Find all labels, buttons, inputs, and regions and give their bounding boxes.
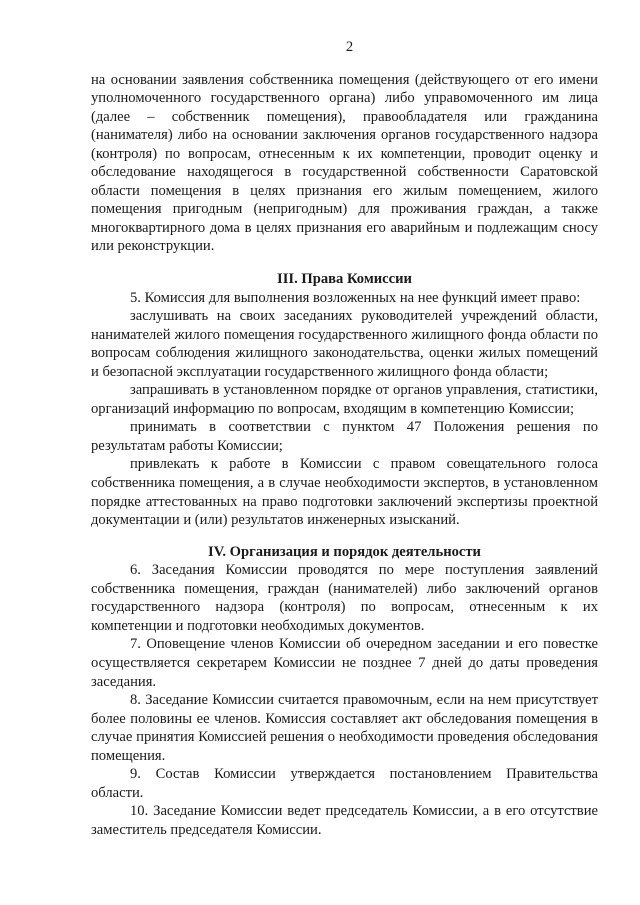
section-3-paragraph: заслушивать на своих заседаниях руководителей учреждений области, нанимателей жилого помещения государственного жилищного фонда области по вопросам соблюдения жилищного законодательства, оценки жилых помещений и безопасной эксплуатации государственного жилищного фонда области; bbox=[91, 308, 598, 380]
section-3-paragraph: запрашивать в установленном порядке от органов управления, статистики, организаций информацию по вопросам, входящим в компетенцию Комиссии; bbox=[91, 382, 598, 417]
section-4-paragraph: 9. Состав Комиссии утверждается постановлением Правительства области. bbox=[91, 766, 598, 801]
section-4-paragraph: 7. Оповещение членов Комиссии об очередном заседании и его повестке осуществляется секретарем Комиссии не позднее 7 дней до даты проведения заседания. bbox=[91, 636, 598, 690]
intro-paragraph: на основании заявления собственника помещения (действующего от его имени уполномоченного государственного органа) либо управомоченного им лица (далее – собственник помещения), правообладателя или гражданина (нанимателя) либо на основании заключения органов государственного надзора (контроля) по вопросам, отнесенным к их компетенции, проводит оценку и обследование находящегося в государственной собственности Саратовской области помещения в целях признания его жилым помещением, жилого помещения пригодным (непригодным) для проживания граждан, а также многоквартирного дома в целях признания его аварийным и подлежащим сносу или реконструкции. bbox=[91, 71, 598, 255]
page-number: 2 bbox=[345, 39, 354, 55]
section-4-heading: IV. Организация и порядок деятельности bbox=[208, 543, 481, 560]
section-3-paragraph: принимать в соответствии с пунктом 47 Положения решения по результатам работы Комиссии; bbox=[91, 419, 598, 454]
section-3-paragraph: 5. Комиссия для выполнения возложенных на нее функций имеет право: bbox=[130, 289, 581, 306]
section-4-paragraph: 6. Заседания Комиссии проводятся по мере поступления заявлений собственника помещения, граждан (нанимателей) либо заключений органов государственного надзора (контроля) по вопросам, отнесенным к их компетенции и подготовки необходимых документов. bbox=[91, 562, 598, 634]
section-3-paragraph: привлекать к работе в Комиссии с правом совещательного голоса собственника помещения, а в случае необходимости экспертов, в установленном порядке аттестованных на право подготовки заключений экспертизы проектной документации и (или) результатов инженерных изысканий. bbox=[91, 456, 598, 529]
section-3-heading: III. Права Комиссии bbox=[277, 271, 412, 288]
section-4-paragraph: 10. Заседание Комиссии ведет председатель Комиссии, а в его отсутствие заместитель председателя Комиссии. bbox=[91, 803, 598, 838]
section-4-paragraph: 8. Заседание Комиссии считается правомочным, если на нем присутствует более половины ее членов. Комиссия составляет акт обследования помещения в случае принятия Комиссией решения о необходимости проведения обследования помещения. bbox=[91, 692, 598, 764]
